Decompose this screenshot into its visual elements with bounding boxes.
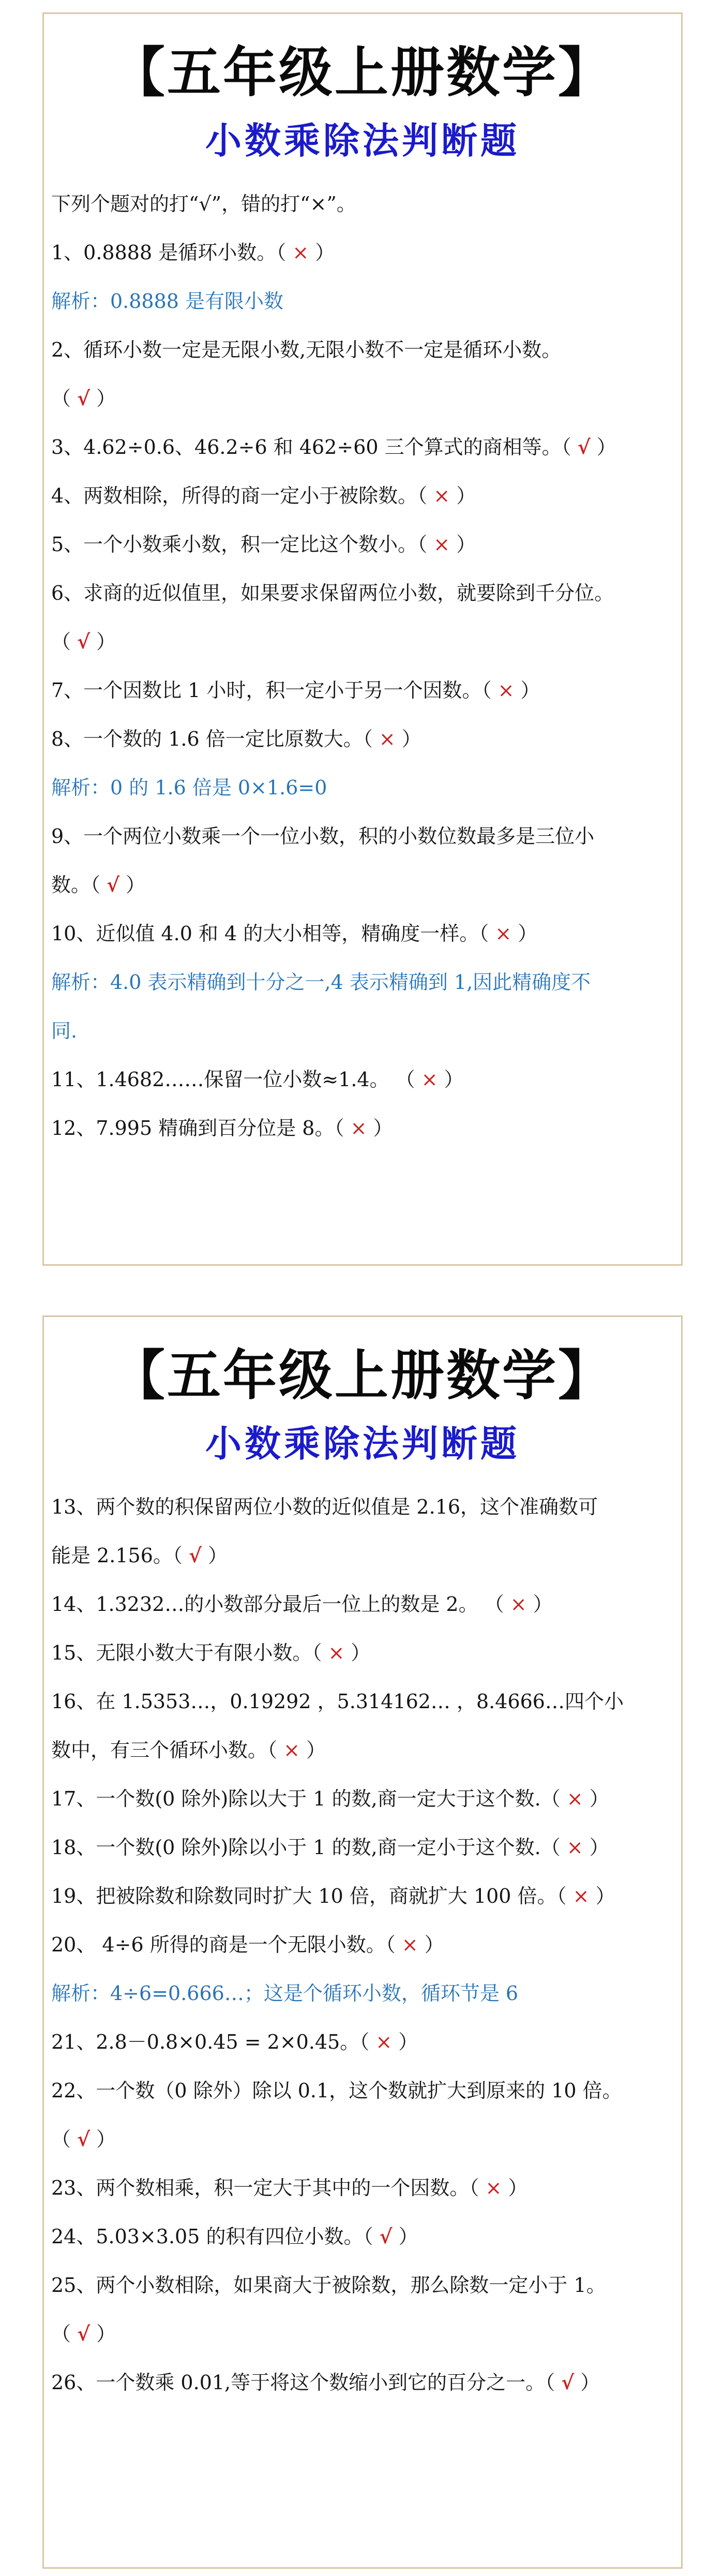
line-text: 24、5.03×3.05 的积有四位小数。（ bbox=[51, 2225, 380, 2248]
answer-check-mark: √ bbox=[188, 1544, 202, 1567]
question-line bbox=[51, 1628, 674, 1677]
line-text: ） bbox=[589, 1885, 615, 1907]
question-line bbox=[51, 2066, 674, 2115]
question-line bbox=[51, 1872, 674, 1920]
page-title: 【五年级上册数学】 bbox=[111, 1344, 614, 1407]
question-line bbox=[51, 1823, 674, 1872]
line-text: 2、循环小数一定是无限小数,无限小数不一定是循环小数。 bbox=[51, 338, 562, 361]
question-list bbox=[51, 1483, 674, 2407]
line-text: ） bbox=[344, 1641, 371, 1664]
line-text: ） bbox=[583, 1836, 609, 1859]
question-line bbox=[51, 471, 674, 520]
question-line bbox=[51, 812, 674, 861]
answer-cross-mark: × bbox=[375, 2031, 393, 2053]
line-text: 5、一个小数乘小数，积一定比这个数小。（ bbox=[51, 533, 434, 556]
line-text: （ bbox=[51, 2128, 78, 2151]
answer-cross-mark: × bbox=[401, 1933, 418, 1956]
answer-cross-mark: × bbox=[379, 728, 396, 750]
answer-cross-mark: × bbox=[497, 679, 515, 702]
line-text: ） bbox=[90, 2128, 116, 2151]
question-line bbox=[51, 2018, 674, 2066]
line-text: ） bbox=[583, 1787, 609, 1810]
line-text: 7、一个因数比 1 小时，积一定小于另一个因数。（ bbox=[51, 679, 498, 702]
line-text: ） bbox=[514, 679, 540, 702]
question-line bbox=[51, 1531, 674, 1580]
line-text: ） bbox=[511, 922, 538, 945]
line-text: 15、无限小数大于有限小数。（ bbox=[51, 1641, 328, 1664]
question-line bbox=[51, 2164, 674, 2212]
line-text: ） bbox=[526, 1593, 553, 1616]
answer-check-mark: √ bbox=[561, 2371, 575, 2394]
answer-check-mark: √ bbox=[77, 2127, 90, 2151]
answer-check-mark: √ bbox=[107, 873, 120, 896]
explanation-line bbox=[51, 1969, 674, 2018]
line-text: 6、求商的近似值里，如果要求保留两位小数，就要除到千分位。 bbox=[51, 582, 614, 604]
line-text: 9、一个两位小数乘一个一位小数，积的小数位数最多是三位小 bbox=[51, 825, 595, 848]
answer-cross-mark: × bbox=[292, 241, 309, 264]
line-text: ） bbox=[392, 2031, 418, 2053]
answer-check-mark: √ bbox=[577, 435, 591, 458]
line-text: 8、一个数的 1.6 倍一定比原数大。（ bbox=[51, 728, 379, 750]
explanation-line bbox=[51, 277, 674, 325]
question-line bbox=[51, 569, 674, 617]
line-text: 16、在 1.5353…，0.19292 ，5.314162… ，8.4666…四个小 bbox=[51, 1690, 624, 1713]
line-text: ） bbox=[201, 1544, 228, 1567]
line-text: 17、一个数(0 除外)除以大于 1 的数,商一定大于这个数.（ bbox=[51, 1787, 567, 1810]
answer-cross-mark: × bbox=[283, 1739, 300, 1761]
line-text: 解析：4.0 表示精确到十分之一,4 表示精确到 1,因此精确度不 bbox=[51, 971, 591, 994]
question-line bbox=[51, 1677, 674, 1726]
question-line bbox=[51, 325, 674, 374]
worksheet-page-1 bbox=[42, 12, 683, 1266]
line-text: 14、1.3232…的小数部分最后一位上的数是 2。 （ bbox=[51, 1593, 510, 1616]
question-line bbox=[51, 1104, 674, 1152]
question-line bbox=[51, 2358, 674, 2407]
question-line bbox=[51, 180, 674, 228]
page-subtitle: 小数乘除法判断题 bbox=[205, 1422, 520, 1465]
line-text: ） bbox=[90, 2322, 116, 2345]
question-line bbox=[51, 2309, 674, 2358]
line-text: 13、两个数的积保留两位小数的近似值是 2.16，这个准确数可 bbox=[51, 1496, 598, 1518]
question-list bbox=[51, 180, 674, 1152]
line-text: ） bbox=[119, 874, 146, 896]
answer-check-mark: √ bbox=[379, 2225, 393, 2248]
line-text: 12、7.995 精确到百分位是 8。（ bbox=[51, 1117, 351, 1139]
line-text: ） bbox=[418, 1933, 444, 1956]
line-text: ） bbox=[392, 2225, 418, 2248]
question-line bbox=[51, 1055, 674, 1104]
question-line bbox=[51, 1920, 674, 1969]
question-line bbox=[51, 861, 674, 909]
line-text: （ bbox=[51, 630, 78, 653]
answer-check-mark: √ bbox=[77, 630, 90, 653]
line-text: 19、把被除数和除数同时扩大 10 倍，商就扩大 100 倍。（ bbox=[51, 1885, 573, 1907]
question-line bbox=[51, 1580, 674, 1628]
line-text: ） bbox=[367, 1117, 393, 1139]
line-text: ） bbox=[502, 2177, 528, 2199]
line-text: 10、近似值 4.0 和 4 的大小相等，精确度一样。（ bbox=[51, 922, 495, 945]
question-line bbox=[51, 228, 674, 277]
line-text: 18、一个数(0 除外)除以小于 1 的数,商一定小于这个数.（ bbox=[51, 1836, 567, 1859]
explanation-line bbox=[51, 958, 674, 1006]
answer-cross-mark: × bbox=[433, 484, 450, 507]
line-text: ） bbox=[590, 436, 616, 458]
page-title: 【五年级上册数学】 bbox=[111, 41, 614, 104]
question-line bbox=[51, 1726, 674, 1774]
answer-check-mark: √ bbox=[77, 387, 90, 410]
line-text: ） bbox=[309, 241, 335, 264]
line-text: 23、两个数相乘，积一定大于其中的一个因数。（ bbox=[51, 2177, 486, 2199]
line-text: 下列个题对的打“√”，错的打“×”。 bbox=[51, 193, 356, 215]
answer-cross-mark: × bbox=[572, 1885, 590, 1907]
worksheet-page-2 bbox=[42, 1315, 683, 2569]
line-text: ） bbox=[450, 484, 476, 507]
question-line bbox=[51, 617, 674, 666]
question-line bbox=[51, 2261, 674, 2309]
line-text: 数。（ bbox=[51, 874, 107, 896]
answer-cross-mark: × bbox=[328, 1641, 345, 1664]
line-text: 解析：4÷6=0.666…；这是个循环小数，循环节是 6 bbox=[51, 1982, 519, 2005]
answer-check-mark: √ bbox=[77, 2322, 90, 2345]
page-subtitle: 小数乘除法判断题 bbox=[205, 119, 520, 162]
line-text: 11、1.4682……保留一位小数≈1.4。 （ bbox=[51, 1068, 421, 1091]
answer-cross-mark: × bbox=[485, 2177, 502, 2199]
line-text: 25、两个小数相除，如果商大于被除数，那么除数一定小于 1。 bbox=[51, 2274, 606, 2297]
line-text: 22、一个数（0 除外）除以 0.1，这个数就扩大到原来的 10 倍。 bbox=[51, 2079, 622, 2102]
question-line bbox=[51, 666, 674, 715]
question-line bbox=[51, 2115, 674, 2164]
question-line bbox=[51, 715, 674, 763]
question-line bbox=[51, 1774, 674, 1823]
explanation-line bbox=[51, 1006, 674, 1055]
question-line bbox=[51, 520, 674, 569]
question-line bbox=[51, 909, 674, 958]
line-text: 3、4.62÷0.6、46.2÷6 和 462÷60 三个算式的商相等。（ bbox=[51, 436, 578, 458]
line-text: ） bbox=[299, 1739, 326, 1761]
line-text: 数中，有三个循环小数。（ bbox=[51, 1739, 284, 1761]
answer-cross-mark: × bbox=[510, 1593, 527, 1616]
line-text: ） bbox=[395, 728, 421, 750]
question-line bbox=[51, 2212, 674, 2261]
line-text: 21、2.8－0.8×0.45 = 2×0.45。（ bbox=[51, 2031, 376, 2053]
line-text: ） bbox=[450, 533, 476, 556]
line-text: （ bbox=[51, 2322, 78, 2345]
line-text: ） bbox=[90, 387, 116, 410]
line-text: 解析：0 的 1.6 倍是 0×1.6=0 bbox=[51, 776, 327, 799]
answer-cross-mark: × bbox=[421, 1068, 438, 1091]
line-text: 26、一个数乘 0.01,等于将这个数缩小到它的百分之一。（ bbox=[51, 2371, 562, 2394]
line-text: 解析：0.8888 是有限小数 bbox=[51, 290, 284, 313]
line-text: 4、两数相除，所得的商一定小于被除数。（ bbox=[51, 484, 434, 507]
question-line bbox=[51, 423, 674, 471]
line-text: ） bbox=[438, 1068, 464, 1091]
line-text: ） bbox=[574, 2371, 600, 2394]
question-line bbox=[51, 374, 674, 423]
answer-cross-mark: × bbox=[433, 533, 450, 556]
question-line bbox=[51, 1483, 674, 1531]
explanation-line bbox=[51, 763, 674, 812]
line-text: 1、0.8888 是循环小数。（ bbox=[51, 241, 293, 264]
line-text: 能是 2.156。（ bbox=[51, 1544, 189, 1567]
line-text: 20、 4÷6 所得的商是一个无限小数。（ bbox=[51, 1933, 402, 1956]
answer-cross-mark: × bbox=[566, 1787, 583, 1810]
line-text: ） bbox=[90, 630, 116, 653]
answer-cross-mark: × bbox=[495, 922, 512, 945]
answer-cross-mark: × bbox=[566, 1836, 583, 1859]
line-text: 同. bbox=[51, 1019, 78, 1042]
line-text: （ bbox=[51, 387, 78, 410]
answer-cross-mark: × bbox=[350, 1117, 367, 1139]
